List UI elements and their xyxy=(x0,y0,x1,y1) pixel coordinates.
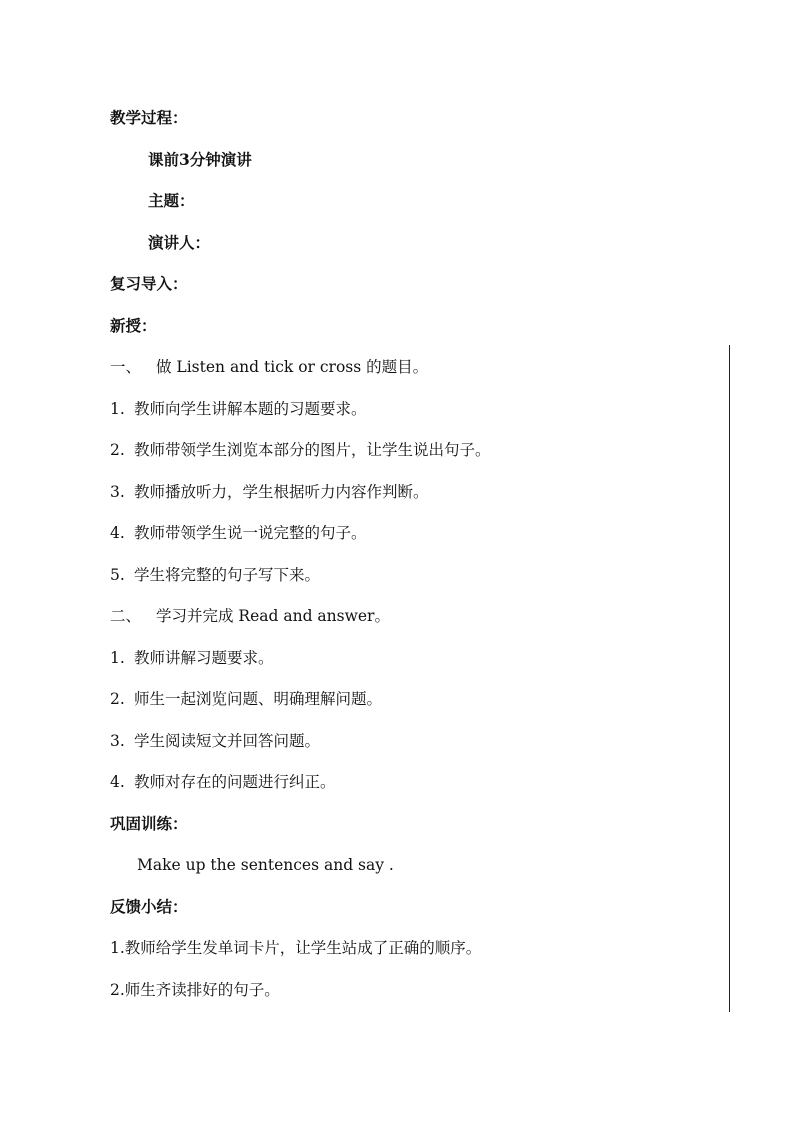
list-item: 1. 教师讲解习题要求。 xyxy=(110,649,274,667)
list-item: 2. 教师带领学生浏览本部分的图片，让学生说出句子。 xyxy=(110,441,491,459)
list-item: 2. 师生一起浏览问题、明确理解问题。 xyxy=(110,690,383,708)
part1-text: 做 Listen and tick or cross 的题目。 xyxy=(156,358,429,376)
prelude-speech: 课前3分钟演讲 xyxy=(148,150,252,169)
part1-title xyxy=(110,355,428,379)
list-item: 3. 教师播放听力，学生根据听力内容作判断。 xyxy=(110,483,429,501)
list-item: 4. 教师对存在的问题进行纠正。 xyxy=(110,773,336,791)
prelude-topic: 主题： xyxy=(148,191,195,210)
heading-summary: 反馈小结： xyxy=(110,897,188,916)
list-item: 2.师生齐读排好的句子。 xyxy=(110,981,280,999)
prelude-speaker: 演讲人： xyxy=(148,233,211,252)
list-item: 3. 学生阅读短文并回答问题。 xyxy=(110,732,321,750)
vertical-divider xyxy=(729,345,730,1012)
part2-title xyxy=(110,604,390,628)
part2-number: 二、 xyxy=(110,607,142,625)
list-item: 1. 教师向学生讲解本题的习题要求。 xyxy=(110,400,367,418)
list-item: 4. 教师带领学生说一说完整的句子。 xyxy=(110,524,367,542)
part2-text: 学习并完成 Read and answer。 xyxy=(156,607,390,625)
heading-practice: 巩固训练： xyxy=(110,814,188,833)
list-item: 5. 学生将完整的句子写下来。 xyxy=(110,566,321,584)
heading-new-lesson: 新授： xyxy=(110,316,157,335)
part1-number: 一、 xyxy=(110,358,142,376)
practice-text: Make up the sentences and say . xyxy=(137,856,394,874)
heading-teaching-process: 教学过程： xyxy=(110,108,188,127)
heading-review: 复习导入： xyxy=(110,274,188,293)
list-item: 1.教师给学生发单词卡片，让学生站成了正确的顺序。 xyxy=(110,939,482,957)
